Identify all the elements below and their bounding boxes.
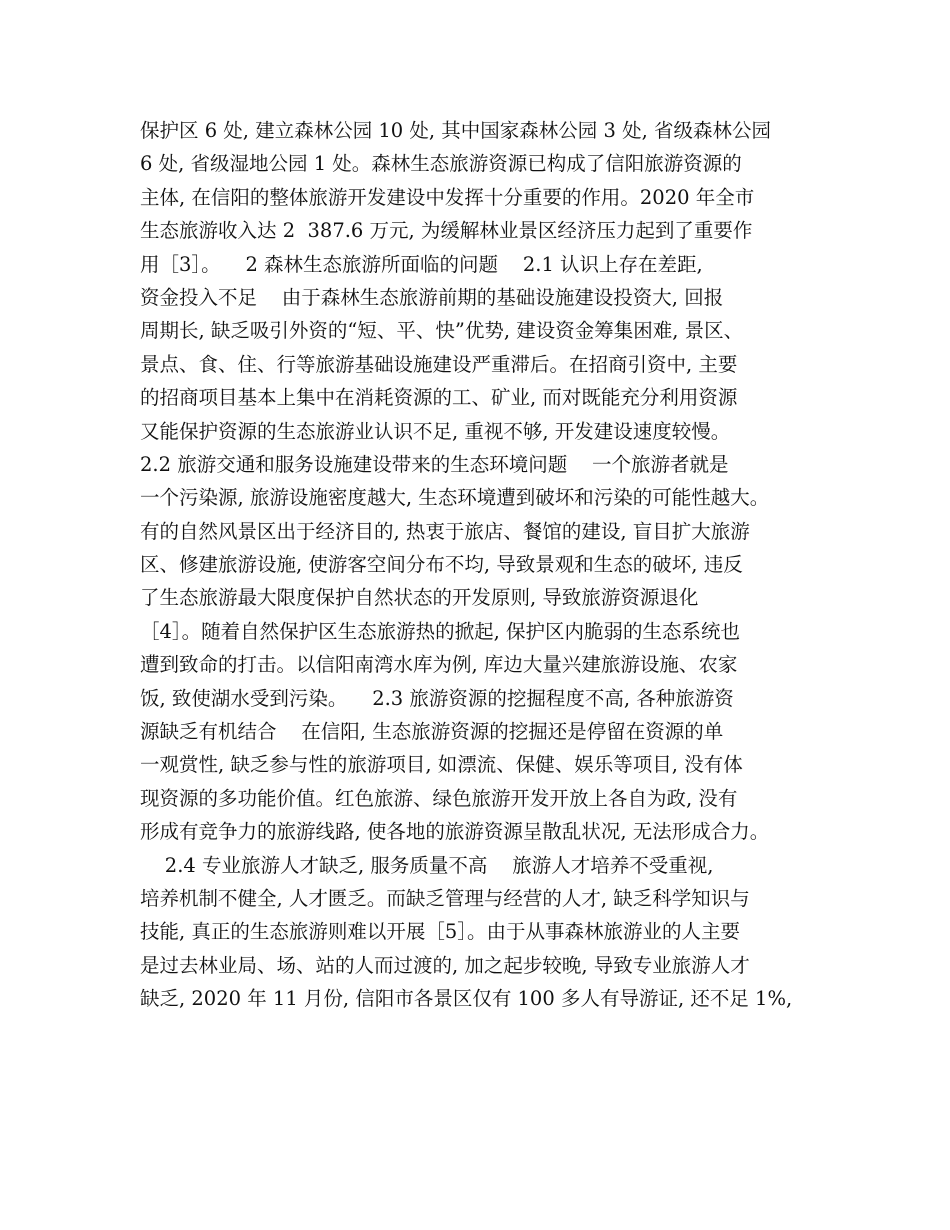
text-line: 2.2 旅游交通和服务设施建设带来的生态环境问题 一个旅游者就是 [140, 452, 729, 476]
text-line: 主体, 在信阳的整体旅游开发建设中发挥十分重要的作用。2020 年全市 [140, 185, 755, 209]
body-text [140, 114, 830, 1016]
text-line: 又能保护资源的生态旅游业认识不足, 重视不够, 开发建设速度较慢。 [140, 419, 731, 443]
text-line: 景点、食、住、行等旅游基础设施建设严重滞后。在招商引资中, 主要 [140, 352, 738, 376]
text-line: 生态旅游收入达 2 387.6 万元, 为缓解林业景区经济压力起到了重要作 [140, 219, 753, 243]
text-line: 资金投入不足 由于森林生态旅游前期的基础设施建设投资大, 回报 [140, 285, 724, 309]
text-line: 有的自然风景区出于经济目的, 热衷于旅店、餐馆的建设, 盲目扩大旅游 [140, 519, 750, 543]
text-line: 6 处, 省级湿地公园 1 处。森林生态旅游资源已构成了信阳旅游资源的 [140, 152, 742, 176]
text-line: 源缺乏有机结合 在信阳, 生态旅游资源的挖掘还是停留在资源的单 [140, 720, 724, 744]
text-line: 培养机制不健全, 人才匮乏。而缺乏管理与经营的人才, 缺乏科学知识与 [140, 886, 750, 910]
text-line: 的招商项目基本上集中在消耗资源的工、矿业, 而对既能充分利用资源 [140, 386, 738, 410]
text-line: 现资源的多功能价值。红色旅游、绿色旅游开发开放上各自为政, 没有 [140, 786, 738, 810]
text-line: ［4］。随着自然保护区生态旅游热的掀起, 保护区内脆弱的生态系统也 [140, 619, 741, 643]
text-line: 技能, 真正的生态旅游则难以开展［5］。由于从事森林旅游业的人主要 [140, 920, 741, 944]
text-line: 用［3］。 2 森林生态旅游所面临的问题 2.1 认识上存在差距, [140, 252, 703, 276]
text-line: 2.4 专业旅游人才缺乏, 服务质量不高 旅游人才培养不受重视, [140, 853, 714, 877]
text-line: 是过去林业局、场、站的人而过渡的, 加之起步较晚, 导致专业旅游人才 [140, 953, 750, 977]
text-line: 一个污染源, 旅游设施密度越大, 生态环境遭到破坏和污染的可能性越大。 [140, 486, 770, 510]
text-line: 饭, 致使湖水受到污染。 2.3 旅游资源的挖掘程度不高, 各种旅游资 [140, 686, 734, 710]
text-line: 了生态旅游最大限度保护自然状态的开发原则, 导致旅游资源退化 [140, 586, 699, 610]
text-line: 保护区 6 处, 建立森林公园 10 处, 其中国家森林公园 3 处, 省级森林公园 [140, 119, 772, 142]
text-line: 区、修建旅游设施, 使游客空间分布不均, 导致景观和生态的破坏, 违反 [140, 553, 743, 577]
text-line: 缺乏, 2020 年 11 月份, 信阳市各景区仅有 100 多人有导游证, 还不足 1%, [140, 987, 793, 1011]
text-line: 一观赏性, 缺乏参与性的旅游项目, 如漂流、保健、娱乐等项目, 没有体 [140, 753, 743, 777]
text-line: 周期长, 缺乏吸引外资的“短、平、快”优势, 建设资金筹集困难, 景区、 [140, 319, 744, 343]
text-line: 形成有竞争力的旅游线路, 使各地的旅游资源呈散乱状况, 无法形成合力。 [140, 820, 770, 844]
text-line: 遭到致命的打击。以信阳南湾水库为例, 库边大量兴建旅游设施、农家 [140, 653, 738, 677]
